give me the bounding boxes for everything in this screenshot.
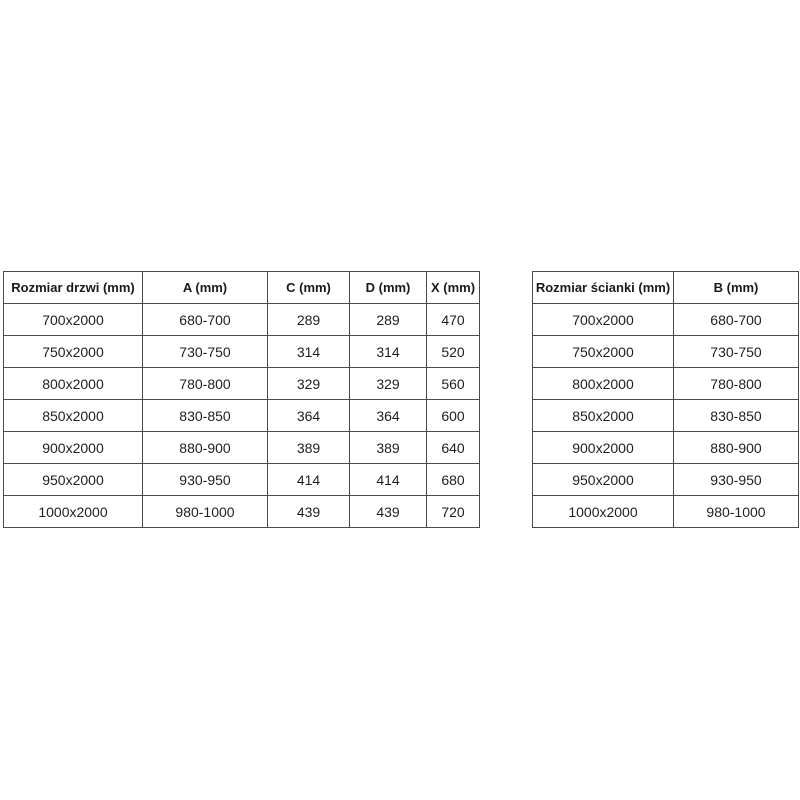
cell-b: 930-950 — [674, 464, 799, 496]
column-header-d: D (mm) — [350, 272, 427, 304]
table-row — [4, 400, 480, 432]
table-row — [4, 304, 480, 336]
cell-c: 314 — [268, 336, 350, 368]
cell-a: 780-800 — [143, 368, 268, 400]
column-header-a: A (mm) — [143, 272, 268, 304]
cell-size: 1000x2000 — [533, 496, 674, 528]
cell-size: 750x2000 — [533, 336, 674, 368]
doors-header-row — [4, 272, 480, 304]
cell-c: 289 — [268, 304, 350, 336]
column-header-c: C (mm) — [268, 272, 350, 304]
cell-size: 1000x2000 — [4, 496, 143, 528]
cell-c: 329 — [268, 368, 350, 400]
cell-c: 414 — [268, 464, 350, 496]
cell-b: 830-850 — [674, 400, 799, 432]
cell-size: 850x2000 — [533, 400, 674, 432]
cell-x: 680 — [427, 464, 480, 496]
column-header-rozmiar-drzwi: Rozmiar drzwi (mm) — [4, 272, 143, 304]
table-row — [4, 496, 480, 528]
column-header-x: X (mm) — [427, 272, 480, 304]
table-row — [533, 368, 799, 400]
cell-size: 900x2000 — [533, 432, 674, 464]
cell-x: 520 — [427, 336, 480, 368]
cell-c: 364 — [268, 400, 350, 432]
cell-x: 720 — [427, 496, 480, 528]
table-row — [4, 368, 480, 400]
cell-c: 439 — [268, 496, 350, 528]
table-row — [533, 304, 799, 336]
cell-d: 314 — [350, 336, 427, 368]
cell-d: 439 — [350, 496, 427, 528]
table-row — [533, 496, 799, 528]
cell-size: 950x2000 — [533, 464, 674, 496]
cell-size: 700x2000 — [533, 304, 674, 336]
cell-d: 329 — [350, 368, 427, 400]
table-row — [4, 336, 480, 368]
cell-a: 880-900 — [143, 432, 268, 464]
cell-size: 700x2000 — [4, 304, 143, 336]
cell-d: 389 — [350, 432, 427, 464]
table-row — [533, 400, 799, 432]
cell-b: 780-800 — [674, 368, 799, 400]
cell-a: 680-700 — [143, 304, 268, 336]
cell-size: 800x2000 — [533, 368, 674, 400]
table-row — [533, 464, 799, 496]
cell-size: 850x2000 — [4, 400, 143, 432]
table-row — [4, 464, 480, 496]
cell-size: 800x2000 — [4, 368, 143, 400]
cell-size: 900x2000 — [4, 432, 143, 464]
walls-header-row — [533, 272, 799, 304]
cell-b: 730-750 — [674, 336, 799, 368]
walls-size-table — [532, 271, 799, 528]
cell-x: 470 — [427, 304, 480, 336]
doors-size-table — [3, 271, 480, 528]
cell-a: 730-750 — [143, 336, 268, 368]
cell-b: 680-700 — [674, 304, 799, 336]
cell-x: 560 — [427, 368, 480, 400]
table-row — [533, 336, 799, 368]
column-header-rozmiar-scianki: Rozmiar ścianki (mm) — [533, 272, 674, 304]
table-row — [533, 432, 799, 464]
cell-size: 750x2000 — [4, 336, 143, 368]
cell-b: 980-1000 — [674, 496, 799, 528]
cell-d: 289 — [350, 304, 427, 336]
cell-a: 830-850 — [143, 400, 268, 432]
cell-size: 950x2000 — [4, 464, 143, 496]
table-row — [4, 432, 480, 464]
cell-c: 389 — [268, 432, 350, 464]
cell-d: 414 — [350, 464, 427, 496]
column-header-b: B (mm) — [674, 272, 799, 304]
cell-a: 980-1000 — [143, 496, 268, 528]
cell-d: 364 — [350, 400, 427, 432]
cell-x: 600 — [427, 400, 480, 432]
cell-a: 930-950 — [143, 464, 268, 496]
cell-x: 640 — [427, 432, 480, 464]
cell-b: 880-900 — [674, 432, 799, 464]
